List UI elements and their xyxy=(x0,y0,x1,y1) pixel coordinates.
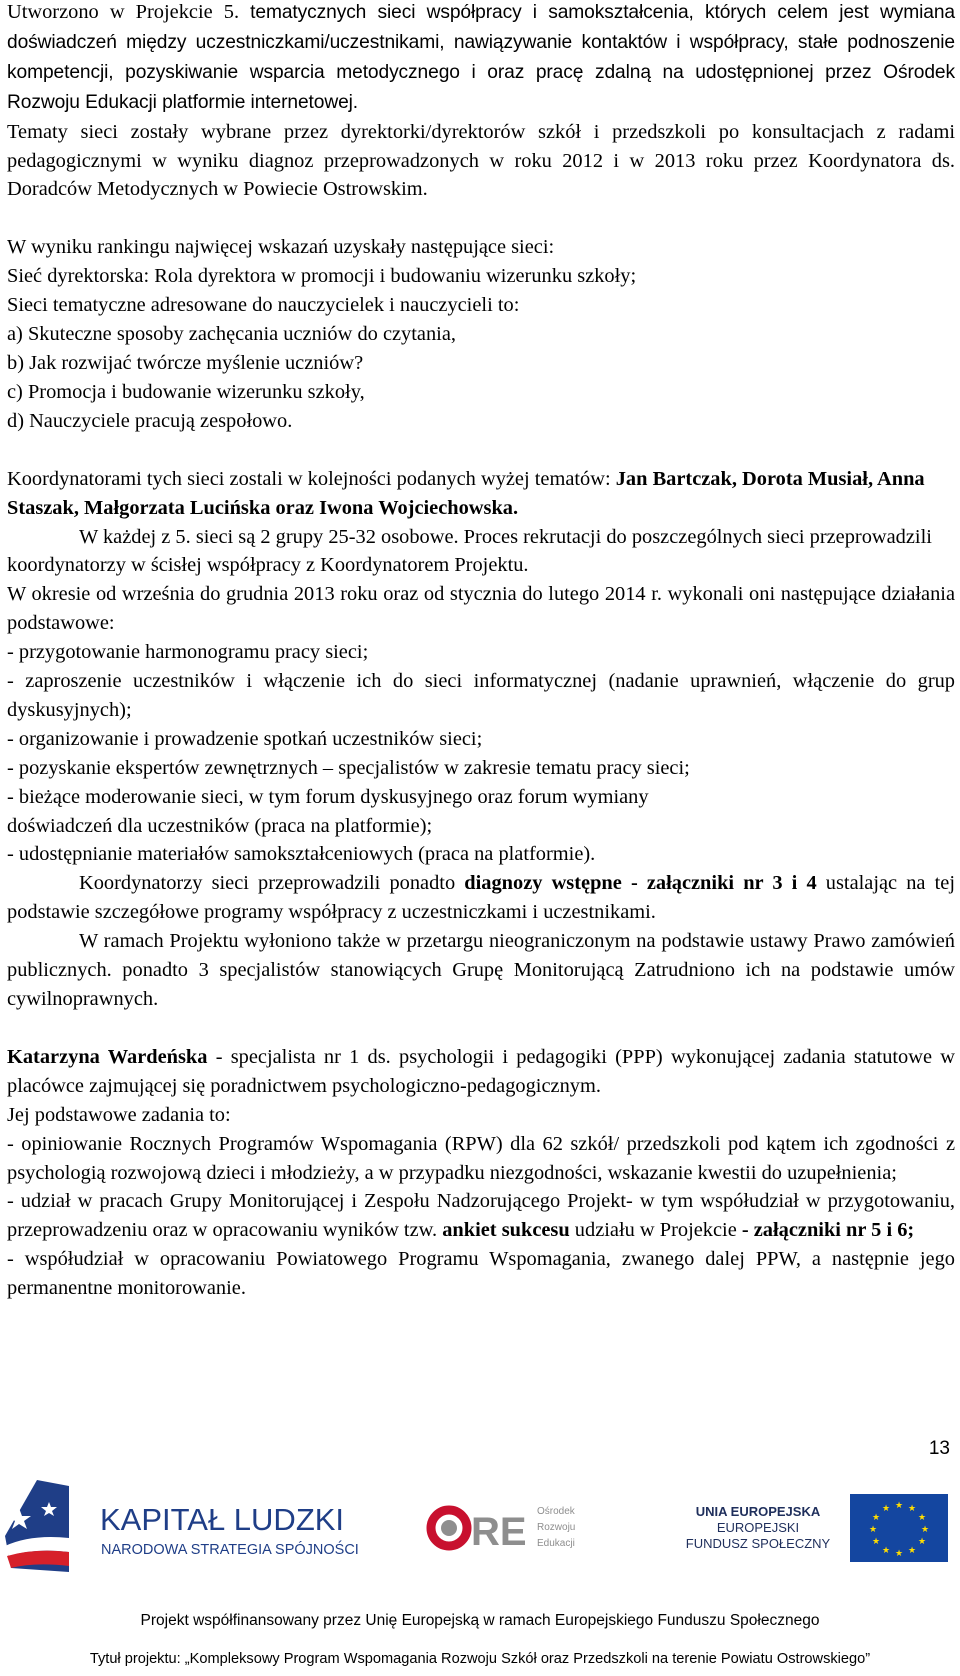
kapital-ludzki-logo xyxy=(5,1476,385,1576)
task-bold: ankiet sukcesu xyxy=(442,1219,570,1242)
action-item: - przygotowanie harmonogramu pracy sieci; xyxy=(7,641,369,664)
task-item: - opiniowanie Rocznych Programów Wspomagania (RPW) dla 62 szkół/ przedszkoli pod kątem ich zgodności z psychologią rozwojową dzieci i młodzieży, a w przypadku niezgodności, wskazanie kwestii do uzupełnienia; xyxy=(7,1132,955,1184)
action-item: - zaproszenie uczestników i włączenie ich do sieci informatycznej (nadanie uprawnień, włączenie do grup dyskusyjnych); xyxy=(7,670,955,721)
action-item: doświadczeń dla uczestników (praca na platformie); xyxy=(7,814,433,837)
coordinators-paragraph xyxy=(7,465,955,523)
specialist-paragraph xyxy=(7,1043,955,1101)
intro-rest: tematycznych sieci współpracy i samokształcenia, których celem jest wymiana doświadczeń między uczestniczkami/uczestnikami, nawiązywanie kontaktów i współpracy, stałe podnoszenie kompetencji, pozyskiwanie wsparcia metodycznego i oraz pracę zdalną na udostępnionej przez Ośrodek Rozwoju Edukacji platformie internetowej. xyxy=(7,2,955,113)
svg-text:★: ★ xyxy=(868,1525,878,1535)
diagnosis-attachments: diagnozy wstępne - załączniki nr 3 i 4 xyxy=(464,872,817,895)
ranking-line: c) Promocja i budowanie wizerunku szkoły, xyxy=(7,380,365,403)
task-attachments: - załączniki nr 5 i 6; xyxy=(741,1219,915,1242)
ore-line-2: Rozwoju xyxy=(537,1522,576,1533)
svg-text:★: ★ xyxy=(894,1501,904,1511)
specialist-name: Katarzyna Wardeńska xyxy=(7,1045,208,1068)
task-text: udziału w Projekcie xyxy=(569,1219,742,1242)
period-paragraph: W okresie od września do grudnia 2013 roku oraz od stycznia do lutego 2014 r. wykonali oni następujące działania podstawowe: xyxy=(7,583,955,635)
task-item: - współudział w opracowaniu Powiatowego Programu Wspomagania, zwanego dalej PPW, a następnie jego permanentne monitorowanie. xyxy=(7,1248,955,1300)
task-item xyxy=(7,1187,955,1245)
tender-paragraph: W ramach Projektu wyłoniono także w przetargu nieograniczonym na podstawie ustawy Prawo zamówień publicznych. ponadto 3 specjalistów stanowiących Grupę Monitorującą Zatrudniono ich na podstawie umów cywilnoprawnych. xyxy=(7,930,955,1010)
kapital-subtitle: NARODOWA STRATEGIA SPÓJNOŚCI xyxy=(101,1542,359,1558)
project-title: Tytuł projektu: „Kompleksowy Program Wspomagania Rozwoju Szkół oraz Przedszkoli na terenie Powiatu Ostrowskiego” xyxy=(89,1651,871,1667)
logo-bar xyxy=(0,1476,960,1576)
ore-line-1: Ośrodek xyxy=(537,1506,575,1517)
svg-text:★: ★ xyxy=(881,1546,891,1556)
ore-emblem-icon xyxy=(431,1510,527,1554)
tasks-intro: Jej podstawowe zadania to: xyxy=(7,1103,231,1126)
action-item: - udostępnianie materiałów samokształceniowych (praca na platformie). xyxy=(7,843,596,866)
ranking-line: d) Nauczyciele pracują zespołowo. xyxy=(7,409,293,432)
action-item: - bieżące moderowanie sieci, w tym forum dyskusyjnego oraz forum wymiany xyxy=(7,785,649,808)
ue-line-2: EUROPEJSKI xyxy=(716,1520,800,1535)
intro-start: Utworzono w Projekcie 5. xyxy=(7,1,251,23)
ranking-line: b) Jak rozwijać twórcze myślenie uczniów? xyxy=(7,351,364,374)
kapital-ludzki-emblem-icon xyxy=(5,1480,69,1572)
coordinators-lead: Koordynatorami tych sieci zostali w kolejności podanych wyżej tematów: xyxy=(7,467,616,490)
diagnosis-rest: ustalając na tej podstawie szczegółowe programy współpracy z uczestniczkami i uczestnikami. xyxy=(7,872,955,924)
ue-line-3: FUNDUSZ SPOŁECZNY xyxy=(685,1536,831,1551)
specialist-description: - specjalista nr 1 ds. psychologii i pedagogiki (PPP) wykonującej zadania statutowe w placówce zajmującej się poradnictwem psychologiczno-pedagogicznym. xyxy=(7,1045,955,1097)
ranking-line: Sieci tematyczne adresowane do nauczycielek i nauczycieli to: xyxy=(7,294,520,317)
svg-text:★: ★ xyxy=(907,1504,917,1514)
action-item: - pozyskanie ekspertów zewnętrznych – specjalistów w zakresie tematu pracy sieci; xyxy=(7,756,690,779)
action-item: - organizowanie i prowadzenie spotkań uczestników sieci; xyxy=(7,727,483,750)
ore-line-3: Edukacji xyxy=(537,1538,575,1549)
svg-text:★: ★ xyxy=(871,1513,881,1523)
ue-line-1: UNIA EUROPEJSKA xyxy=(695,1504,821,1519)
diagnosis-paragraph xyxy=(7,869,955,927)
svg-text:RE: RE xyxy=(471,1510,527,1554)
svg-text:★: ★ xyxy=(917,1537,927,1547)
ore-logo xyxy=(425,1498,595,1558)
svg-text:★: ★ xyxy=(920,1525,930,1535)
svg-text:★: ★ xyxy=(871,1537,881,1547)
diagnosis-lead: Koordynatorzy sieci przeprowadzili ponadto xyxy=(79,872,465,895)
svg-text:★: ★ xyxy=(917,1513,927,1523)
svg-text:★: ★ xyxy=(894,1549,904,1559)
page-number: 13 xyxy=(928,1438,950,1459)
groups-paragraph: W każdej z 5. sieci są 2 grupy 25-32 osobowe. Proces rekrutacji do poszczególnych sieci przeprowadzili koordynatorzy w ścisłej współpracy z Koordynatorem Projektu. xyxy=(7,525,932,577)
eu-flag-icon xyxy=(850,1494,948,1562)
intro-paragraph xyxy=(7,0,955,118)
svg-text:★: ★ xyxy=(881,1504,891,1514)
coordinators-names: Jan Bartczak, Dorota Musiał, Anna Staszak, Małgorzata Lucińska oraz Iwona Wojciechowska. xyxy=(7,467,925,519)
svg-text:★: ★ xyxy=(907,1546,917,1556)
body-text xyxy=(7,0,955,1303)
task-text: - udział w pracach Grupy Monitorującej i Zespołu Nadzorującego Projekt- w tym współudział w przygotowaniu, przeprowadzeniu oraz w opracowaniu wyników tzw. xyxy=(7,1190,955,1242)
cofinancing-note: Projekt współfinansowany przez Unię Europejską w ramach Europejskiego Funduszu Społecznego xyxy=(140,1612,820,1629)
eu-efs-logo xyxy=(680,1494,950,1562)
ranking-line: a) Skuteczne sposoby zachęcania uczniów do czytania, xyxy=(7,323,456,346)
topics-paragraph: Tematy sieci zostały wybrane przez dyrektorki/dyrektorów szkół i przedszkoli po konsultacjach z radami pedagogicznymi w wyniku diagnoz przeprowadzonych w roku 2012 i w 2013 roku przez Koordynatora ds. Doradców Metodycznych w Powiecie Ostrowskim. xyxy=(7,120,955,201)
kapital-title: KAPITAŁ LUDZKI xyxy=(100,1502,345,1537)
ranking-line: W wyniku rankingu najwięcej wskazań uzyskały następujące sieci: xyxy=(7,236,555,259)
ranking-line: Sieć dyrektorska: Rola dyrektora w promocji i budowaniu wizerunku szkoły; xyxy=(7,265,637,288)
